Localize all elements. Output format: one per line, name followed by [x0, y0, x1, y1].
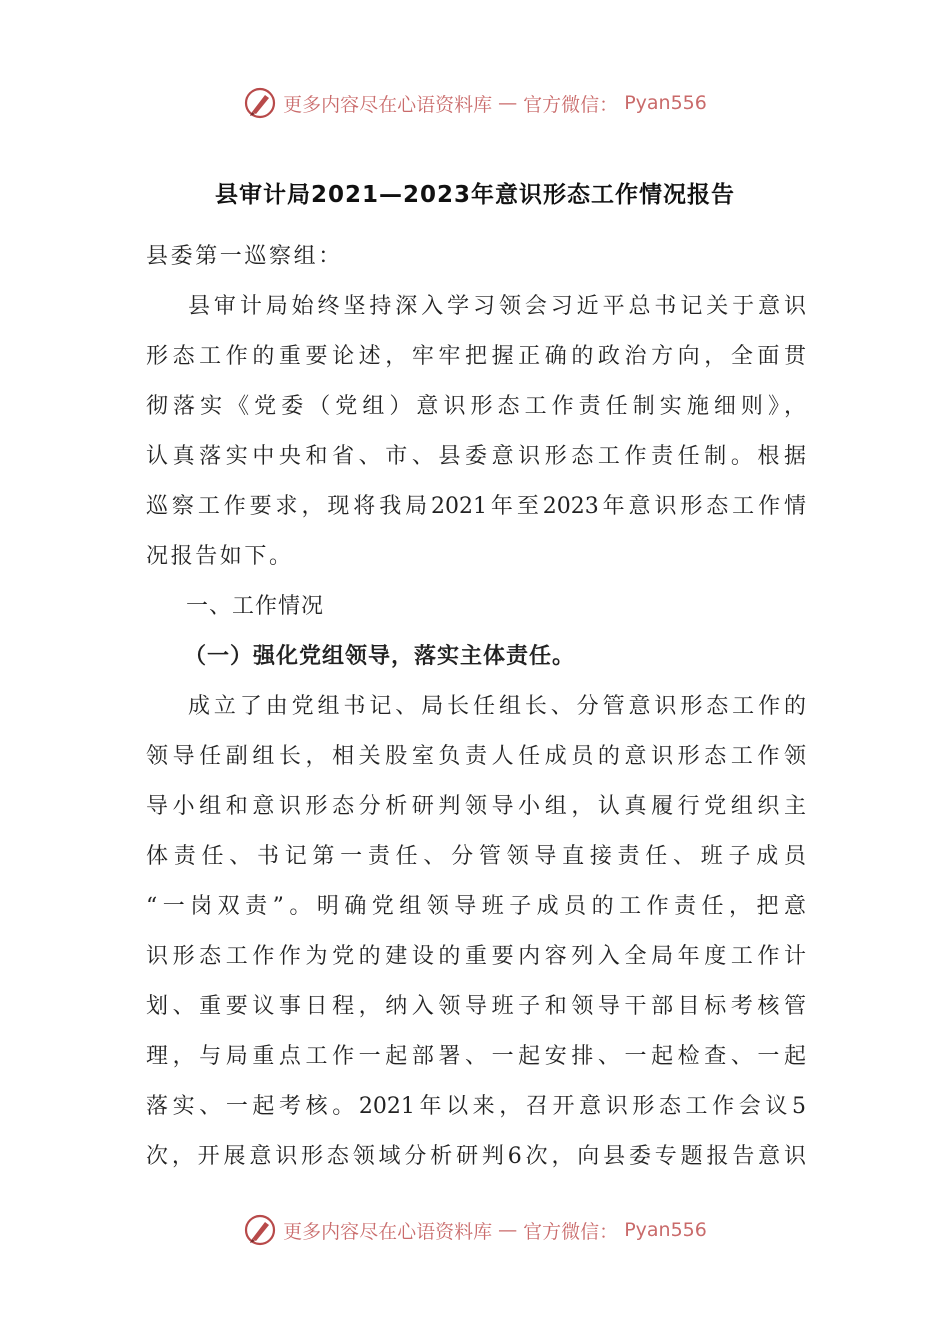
watermark-contact: 官方微信：	[523, 93, 619, 116]
subsection-heading: （一）强化党组领导，落实主体责任。	[184, 644, 576, 669]
intro-line: 形态工作的重要论述，牢牢把握正确的政治方向，全面贯	[146, 344, 806, 369]
body-line: 理，与局重点工作一起部署、一起安排、一起检查、一起	[146, 1044, 806, 1069]
pen-nib-circle-icon	[243, 86, 277, 120]
document-body	[146, 232, 806, 1182]
section-heading: 一、工作情况	[186, 594, 325, 619]
watermark-wechat-id: Pyan556	[624, 1219, 707, 1241]
intro-line: 认真落实中央和省、市、县委意识形态工作责任制。根据	[146, 444, 806, 469]
intro-line: 彻落实《党委（党组）意识形态工作责任制实施细则》，	[146, 394, 806, 419]
salutation: 县委第一巡察组：	[146, 244, 343, 269]
body-line: 领导任副组长，相关股室负责人任成员的意识形态工作领	[146, 744, 806, 769]
body-line: 识形态工作作为党的建设的重要内容列入全局年度工作计	[146, 944, 806, 969]
intro-line: 况报告如下。	[146, 544, 294, 569]
body-line: 成立了由党组书记、局长任组长、分管意识形态工作的	[188, 694, 806, 719]
watermark-header	[0, 86, 950, 120]
pen-nib-circle-icon	[243, 1213, 277, 1247]
body-line: 次，开展意识形态领域分析研判6次，向县委专题报告意识	[146, 1144, 806, 1169]
watermark-brand: 更多内容尽在心语资料库	[283, 1220, 493, 1243]
watermark-separator: —	[498, 1219, 518, 1241]
watermark-wechat-id: Pyan556	[624, 92, 707, 114]
watermark-contact: 官方微信：	[523, 1220, 619, 1243]
watermark-footer	[0, 1213, 950, 1247]
body-line: 体责任、书记第一责任、分管领导直接责任、班子成员	[146, 844, 806, 869]
body-line: 划、重要议事日程，纳入领导班子和领导干部目标考核管	[146, 994, 806, 1019]
body-line: “一岗双责”。明确党组领导班子成员的工作责任，把意	[146, 894, 806, 919]
watermark-separator: —	[498, 92, 518, 114]
body-line: 落实、一起考核。2021年以来，召开意识形态工作会议5	[146, 1094, 806, 1119]
body-line: 导小组和意识形态分析研判领导小组，认真履行党组织主	[146, 794, 806, 819]
document-title: 县审计局2021—2023年意识形态工作情况报告	[214, 182, 736, 208]
watermark-brand: 更多内容尽在心语资料库	[283, 93, 493, 116]
intro-line: 巡察工作要求，现将我局2021年至2023年意识形态工作情	[146, 494, 806, 519]
intro-line: 县审计局始终坚持深入学习领会习近平总书记关于意识	[188, 294, 806, 319]
